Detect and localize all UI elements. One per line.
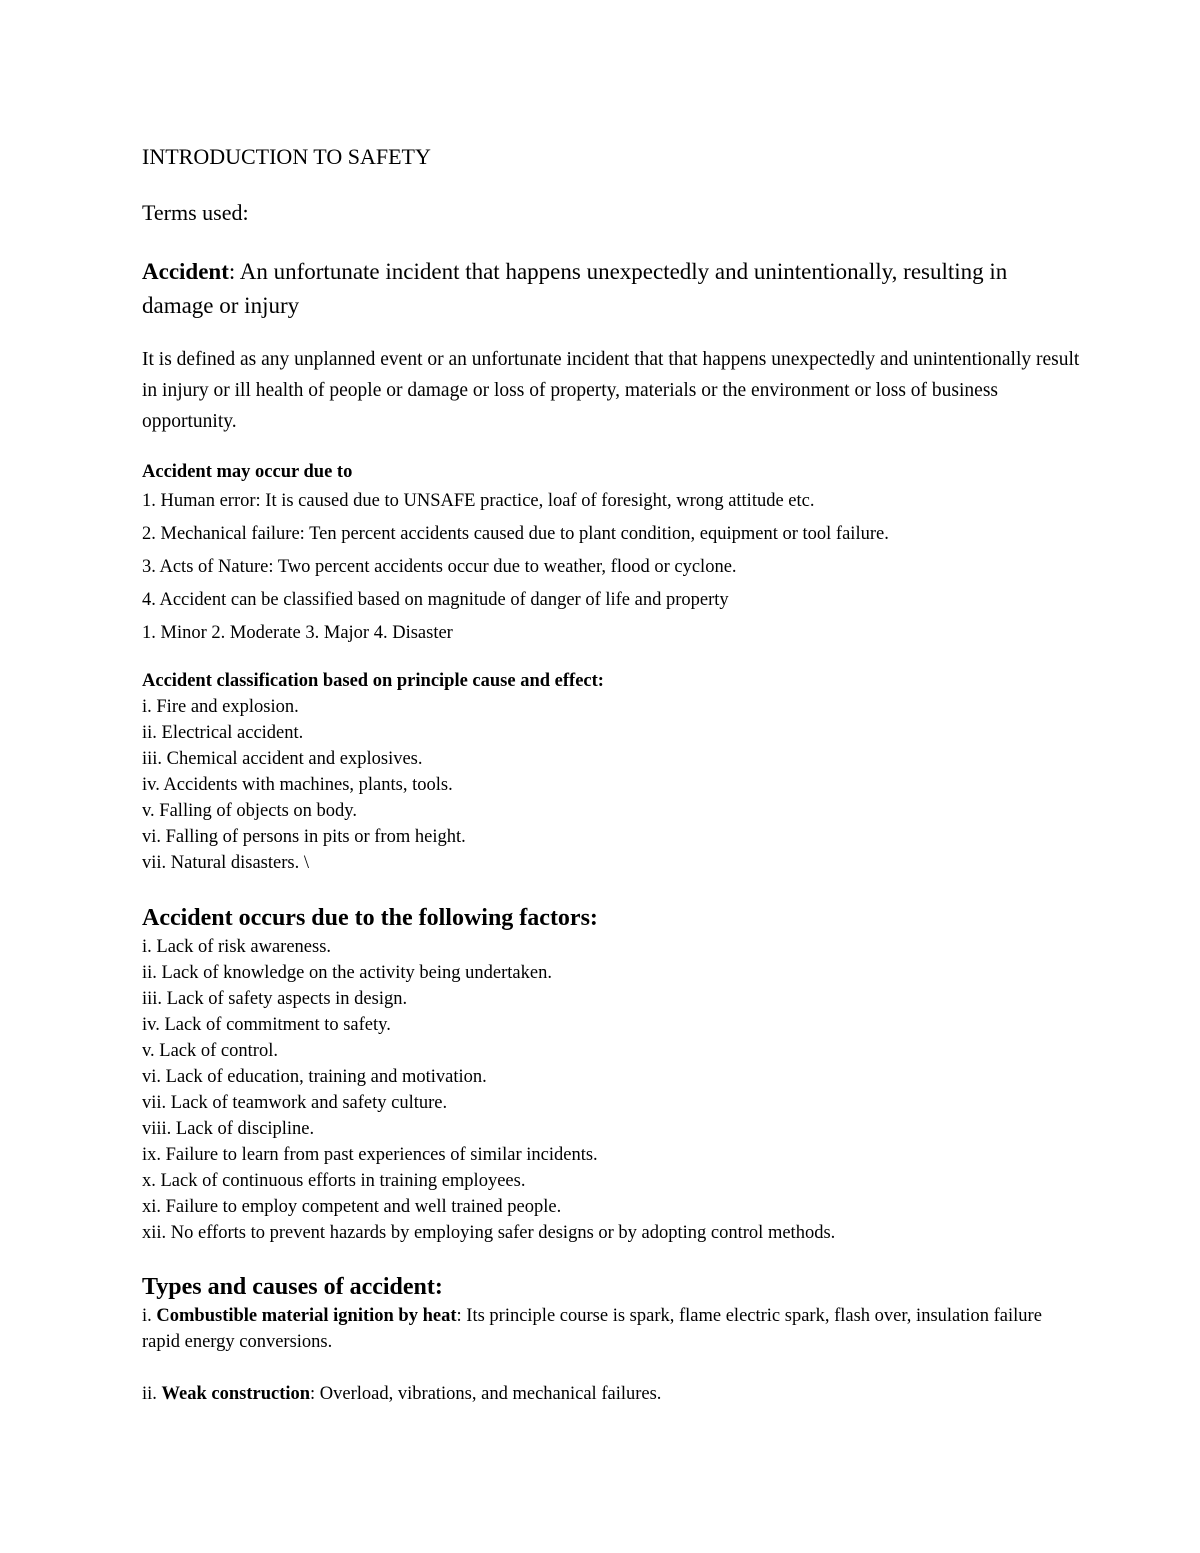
- types-heading: Types and causes of accident:: [142, 1274, 443, 1300]
- list-item: vii. Lack of teamwork and safety culture.: [142, 1093, 448, 1113]
- list-item: vii. Natural disasters. \: [142, 853, 309, 873]
- list-item: 4. Accident can be classified based on magnitude of danger of life and property: [142, 590, 729, 610]
- type-term: Weak construction: [161, 1384, 311, 1404]
- type-prefix: i.: [142, 1306, 157, 1326]
- types-section: [142, 1271, 1082, 1407]
- terms-heading: Terms used:: [142, 200, 249, 225]
- list-item: [142, 1303, 1082, 1355]
- due-to-section: [142, 459, 1082, 650]
- list-item: ii. Lack of knowledge on the activity being undertaken.: [142, 963, 552, 983]
- type-prefix: ii.: [142, 1384, 162, 1404]
- document-title: INTRODUCTION TO SAFETY: [142, 144, 431, 169]
- accident-definition: [142, 255, 1082, 323]
- list-item: ii. Electrical accident.: [142, 723, 304, 743]
- list-item: xi. Failure to employ competent and well trained people.: [142, 1197, 562, 1217]
- spacer: [142, 1355, 1082, 1381]
- list-item: i. Fire and explosion.: [142, 697, 299, 717]
- definition-paragraph: It is defined as any unplanned event or an unfortunate incident that that happens unexpectedly and unintentionally result in injury or ill health of people or damage or loss of property, materials or the environment or loss of business opportunity.: [142, 349, 1080, 432]
- list-item: ix. Failure to learn from past experiences of similar incidents.: [142, 1145, 598, 1165]
- list-item: iii. Lack of safety aspects in design.: [142, 989, 408, 1009]
- list-item: v. Falling of objects on body.: [142, 801, 357, 821]
- list-item: iii. Chemical accident and explosives.: [142, 749, 423, 769]
- classification-heading: Accident classification based on principle cause and effect:: [142, 671, 604, 691]
- list-item: viii. Lack of discipline.: [142, 1119, 315, 1139]
- list-item: v. Lack of control.: [142, 1041, 278, 1061]
- list-item: 2. Mechanical failure: Ten percent accidents caused due to plant condition, equipment or tool failure.: [142, 524, 889, 544]
- list-item: iv. Accidents with machines, plants, tools.: [142, 775, 453, 795]
- list-item: iv. Lack of commitment to safety.: [142, 1015, 391, 1035]
- list-item: 1. Human error: It is caused due to UNSAFE practice, loaf of foresight, wrong attitude etc.: [142, 491, 815, 511]
- type-text: : Its principle course is spark, flame electric spark, flash over, insulation failure rapid energy conversions.: [142, 1306, 1042, 1352]
- list-item: 1. Minor 2. Moderate 3. Major 4. Disaster: [142, 623, 453, 643]
- list-item: i. Lack of risk awareness.: [142, 937, 332, 957]
- accident-definition-text: An unfortunate incident that happens unexpectedly and unintentionally, resulting in damage or injury: [142, 259, 1008, 318]
- list-item: xii. No efforts to prevent hazards by employing safer designs or by adopting control methods.: [142, 1223, 836, 1243]
- type-term: Combustible material ignition by heat: [156, 1306, 457, 1326]
- accident-term: Accident: [142, 259, 229, 284]
- list-item: [142, 1381, 1082, 1407]
- factors-heading: Accident occurs due to the following factors:: [142, 905, 598, 931]
- list-item: x. Lack of continuous efforts in training employees.: [142, 1171, 526, 1191]
- classification-section: [142, 668, 1082, 876]
- due-to-heading: Accident may occur due to: [142, 462, 353, 482]
- list-item: 3. Acts of Nature: Two percent accidents occur due to weather, flood or cyclone.: [142, 557, 737, 577]
- factors-section: [142, 902, 1082, 1246]
- accident-colon: :: [228, 259, 240, 284]
- list-item: vi. Falling of persons in pits or from height.: [142, 827, 466, 847]
- list-item: vi. Lack of education, training and motivation.: [142, 1067, 487, 1087]
- type-text: : Overload, vibrations, and mechanical failures.: [310, 1384, 662, 1404]
